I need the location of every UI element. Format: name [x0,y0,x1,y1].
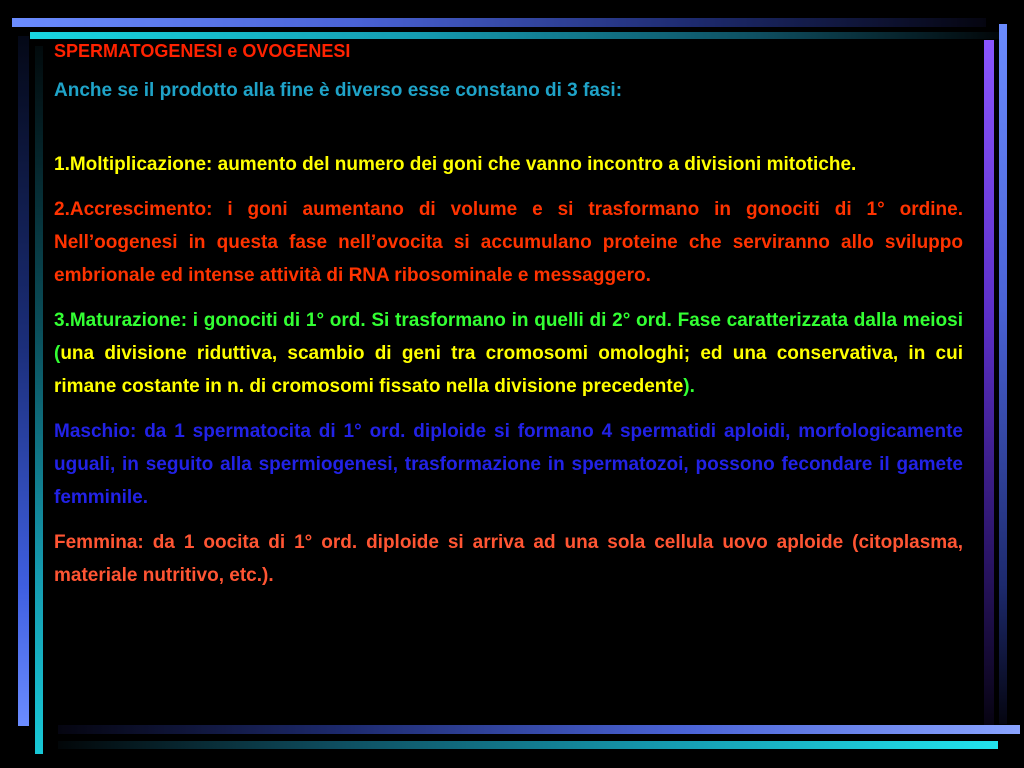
decorative-bar-top [12,18,986,27]
maturazione-intro: 3.Maturazione: i gonociti di 1° ord. Si trasformano in quelli di 2° ord. Fase caratterizzata dalla meiosi ( [54,310,963,364]
decorative-bar-right [999,24,1007,724]
slide-content [54,40,963,592]
decorative-bar-top-inner [30,32,1002,39]
slide-subtitle: Anche se il prodotto alla fine è diverso esse constano di 3 fasi: [54,80,623,101]
paragraph-accrescimento: 2.Accrescimento: i goni aumentano di volume e si trasformano in gonociti di 1° ordine. Nell’oogenesi in questa fase nell’ovocita si accumulano proteine che serviranno allo sviluppo embrionale ed intense attività di RNA ribosominale e messaggero. [54,199,963,286]
paragraph-femmina: Femmina: da 1 oocita di 1° ord. diploide si arriva ad una sola cellula uovo aploide (citoplasma, materiale nutritivo, etc.). [54,532,963,586]
decorative-bar-right-inner [984,40,994,730]
decorative-bar-left [18,36,29,726]
decorative-bar-left-inner [35,46,43,754]
paragraph-moltiplicazione: 1.Moltiplicazione: aumento del numero dei goni che vanno incontro a divisioni mitotiche. [54,154,857,175]
decorative-bar-bottom [58,725,1020,734]
paragraph-maturazione [54,304,963,403]
slide-title: SPERMATOGENESI e OVOGENESI [54,41,351,61]
maturazione-end: ). [683,376,695,397]
maturazione-detail: una divisione riduttiva, scambio di geni tra cromosomi omologhi; ed una conservativa, in cui rimane costante in n. di cromosomi fissato nella divisione precedente [54,343,963,397]
decorative-bar-bottom-inner [58,741,998,749]
paragraph-maschio: Maschio: da 1 spermatocita di 1° ord. diploide si formano 4 spermatidi aploidi, morfologicamente uguali, in seguito alla spermiogenesi, trasformazione in spermatozoi, possono fecondare il gamete femminile. [54,421,963,508]
